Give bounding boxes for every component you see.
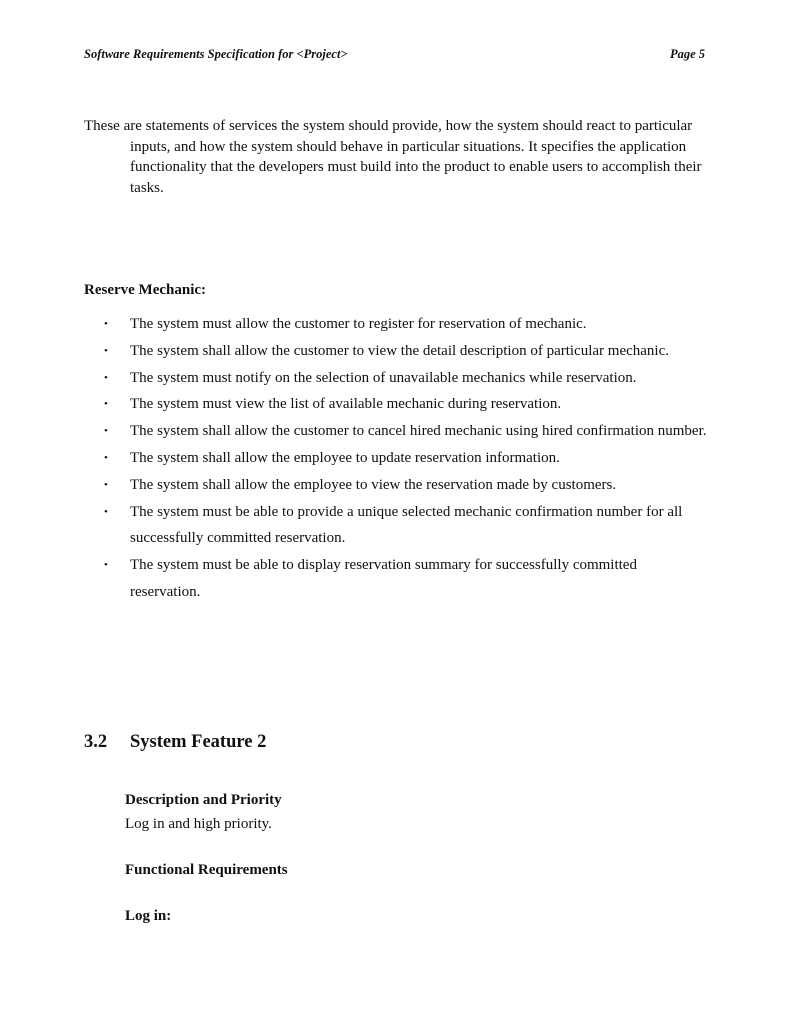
list-item-text: The system must allow the customer to register for reservation of mechanic. bbox=[130, 316, 587, 332]
bullet-icon: • bbox=[104, 398, 108, 411]
list-item-text: The system must be able to display reservation summary for successfully committed reservation. bbox=[130, 557, 637, 600]
intro-text: These are statements of services the system should provide, how the system should react to particular inputs, and how the system should behave in particular situations. It specifies the application functionality that the developers must build into the product to enable users to accomplish their tasks. bbox=[84, 118, 702, 196]
login-heading: Log in: bbox=[125, 908, 172, 924]
list-item bbox=[84, 311, 709, 338]
list-item-text: The system shall allow the customer to view the detail description of particular mechanic. bbox=[130, 342, 669, 359]
list-item bbox=[84, 552, 709, 606]
list-item-text: The system shall allow the employee to view the reservation made by customers. bbox=[130, 476, 617, 493]
bullet-icon: • bbox=[104, 505, 108, 518]
list-item bbox=[84, 365, 709, 392]
bullet-icon: • bbox=[104, 344, 108, 357]
description-heading: Description and Priority bbox=[125, 792, 282, 808]
bullet-icon: • bbox=[104, 478, 108, 491]
list-item-text: The system must notify on the selection of unavailable mechanics while reservation. bbox=[130, 369, 637, 386]
section-number: 3.2 bbox=[84, 732, 108, 752]
list-item-text: The system shall allow the customer to cancel hired mechanic using hired confirmation number. bbox=[130, 423, 707, 440]
list-item bbox=[84, 391, 709, 418]
list-item-text: The system shall allow the employee to update reservation information. bbox=[130, 449, 560, 466]
list-item bbox=[84, 445, 709, 472]
bullet-icon: • bbox=[104, 559, 108, 572]
reserve-mechanic-list bbox=[84, 311, 709, 606]
bullet-icon: • bbox=[104, 371, 108, 384]
list-item-text: The system must be able to provide a unique selected mechanic confirmation number for all successfully committed reservation. bbox=[130, 503, 683, 547]
section-title: System Feature 2 bbox=[130, 732, 267, 752]
intro-paragraph bbox=[84, 116, 704, 198]
list-item bbox=[84, 418, 709, 445]
section-heading bbox=[84, 732, 266, 753]
list-item bbox=[84, 499, 709, 553]
description-text: Log in and high priority. bbox=[125, 816, 272, 832]
list-item-text: The system must view the list of available mechanic during reservation. bbox=[130, 396, 562, 413]
list-item bbox=[84, 472, 709, 499]
page-number: Page 5 bbox=[669, 47, 705, 61]
page-header-title: Software Requirements Specification for <Project> bbox=[84, 47, 348, 61]
bullet-icon: • bbox=[104, 318, 108, 330]
list-item bbox=[84, 338, 709, 365]
bullet-icon: • bbox=[104, 451, 108, 464]
reserve-mechanic-heading: Reserve Mechanic: bbox=[84, 282, 207, 298]
functional-requirements-heading: Functional Requirements bbox=[125, 862, 288, 878]
bullet-icon: • bbox=[104, 425, 108, 438]
